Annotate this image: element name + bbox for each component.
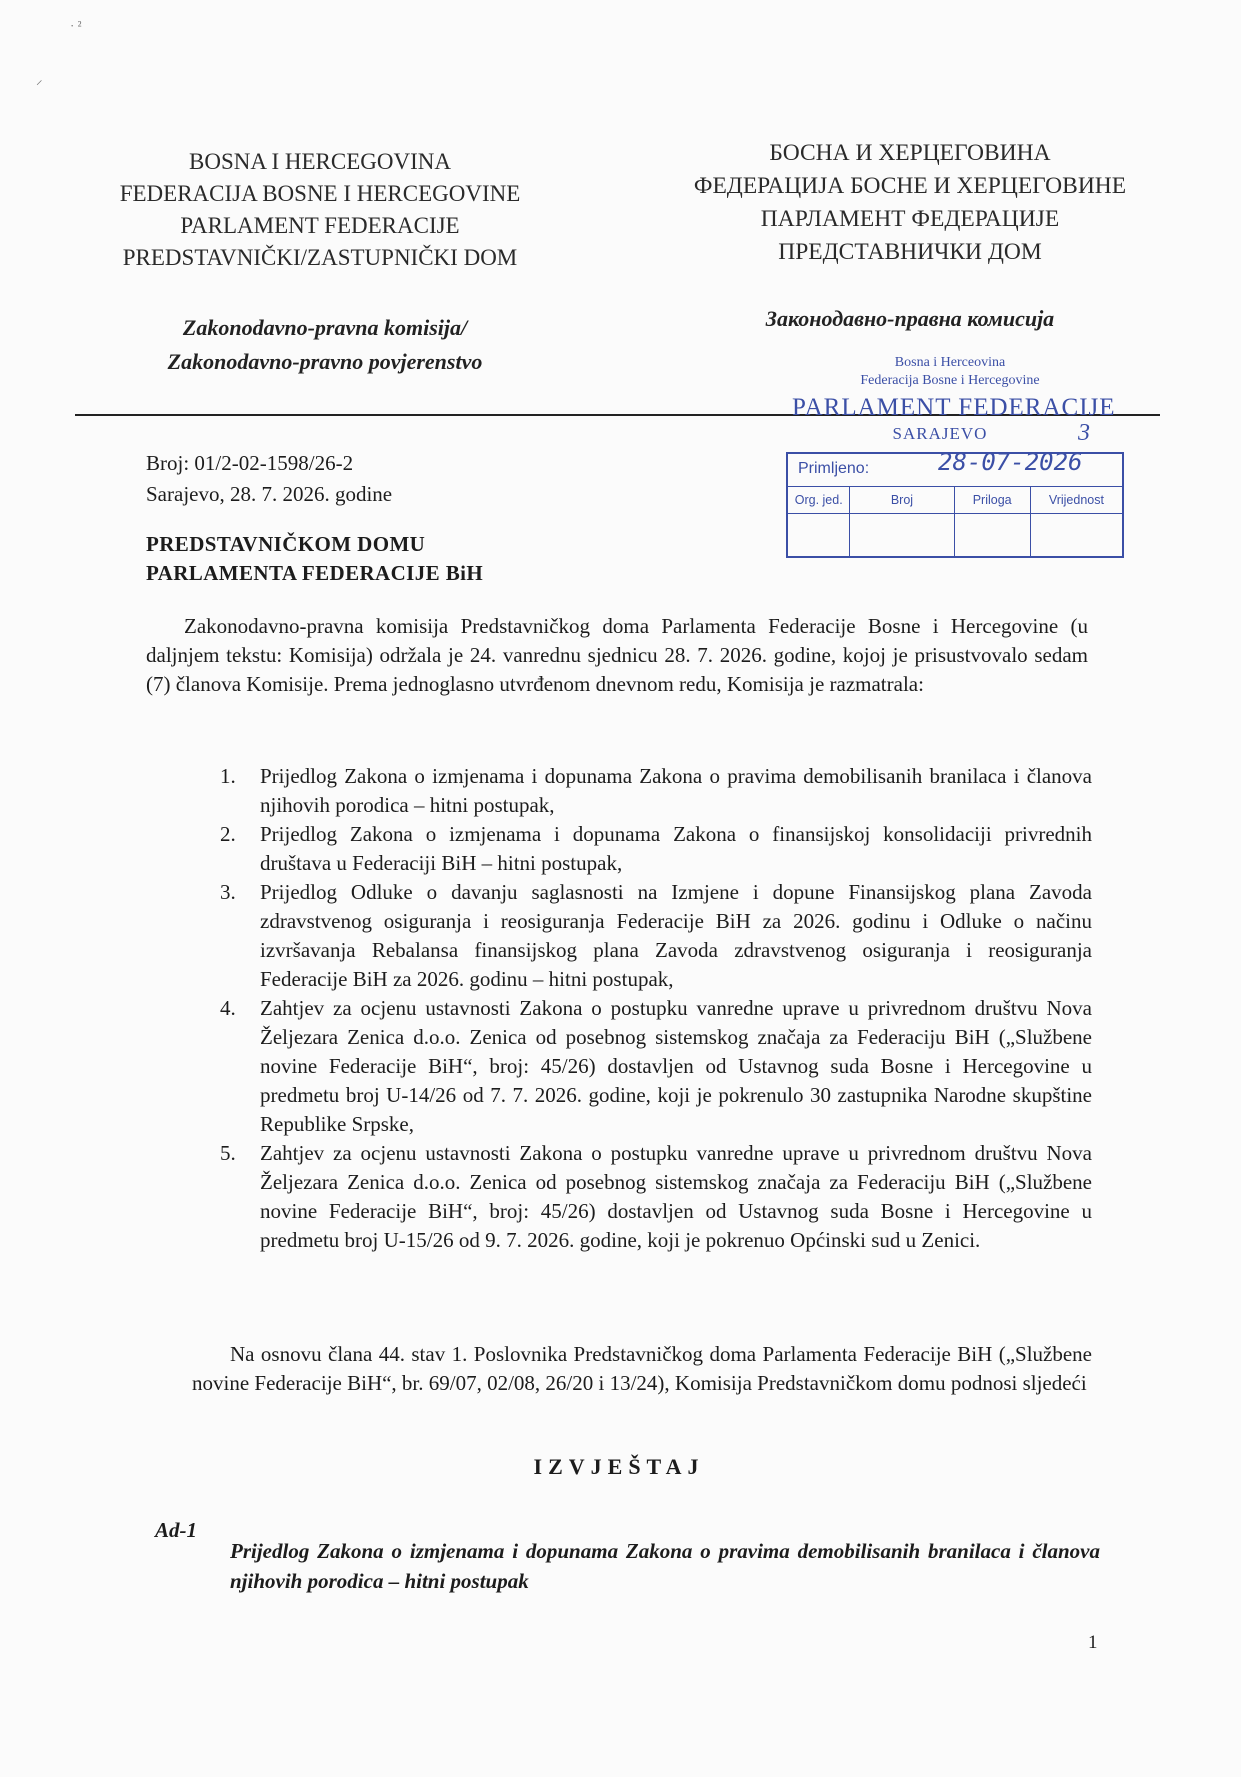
stamp-header — [800, 354, 1100, 390]
addressee-line: PREDSTAVNIČKOM DOMU — [146, 532, 426, 556]
stamp-line: Federacija Bosne i Hercegovine — [860, 373, 1040, 388]
agenda-number: 2. — [220, 822, 236, 846]
legal-basis-paragraph: Na osnovu člana 44. stav 1. Poslovnika Predstavničkog doma Parlamenta Federacije BiH („Službene novine Federacije BiH“, br. 69/07, 02/08, 26/20 i 13/24), Komisija Predstavničkom domu podnosi sljedeći — [192, 1342, 1092, 1395]
reference-number: Broj: 01/2-02-1598/26-2 — [146, 451, 354, 475]
header-line: БОСНА И ХЕРЦЕГОВИНА — [769, 140, 1051, 166]
committee-name-cyrillic: Законодавно-правна комисија — [765, 306, 1055, 331]
header-line: PARLAMENT FEDERACIJE — [180, 213, 460, 238]
header-line: FEDERACIJA BOSNE I HERCEGOVINE — [119, 181, 521, 206]
agenda-number: 1. — [220, 764, 236, 788]
stamp-handwritten-number: 3 — [1078, 420, 1090, 446]
scan-mark: · ² — [70, 18, 82, 33]
agenda-item — [212, 878, 1092, 994]
header-cyrillic — [655, 137, 1165, 269]
received-label: Primljeno: — [798, 460, 870, 477]
stamp-cell — [788, 514, 850, 558]
agenda-item — [212, 1139, 1092, 1255]
agenda-number: 4. — [220, 996, 236, 1020]
agenda-number: 3. — [220, 880, 236, 904]
section-label: Ad-1 — [155, 1518, 197, 1542]
stamp-line: Bosna i Herceovina — [894, 355, 1006, 370]
header-line: ПАРЛАМЕНТ ФЕДЕРАЦИЈЕ — [760, 206, 1060, 232]
page-number: 1 — [1088, 1632, 1098, 1653]
intro-paragraph: Zakonodavno-pravna komisija Predstavničkog doma Parlamenta Federacije Bosne i Hercegovine (u daljnjem tekstu: Komisija) održala je 24. vanrednu sjednicu 28. 7. 2026. godine, kojoj je prisustvovalo sedam (7) članova Komisije. Prema jednoglasno utvrđenom dnevnom redu, Komisija je razmatrala: — [146, 614, 1088, 696]
scan-mark: ⸝ — [36, 72, 43, 87]
header-latin — [80, 146, 560, 274]
stamp-cell — [1031, 514, 1122, 558]
agenda-text: Zahtjev za ocjenu ustavnosti Zakona o postupku vanredne uprave u privrednom društvu Nova Željezara Zenica d.o.o. Zenica od posebnog sistemskog značaja za Federaciju BiH („Službene novine Federacije BiH“, broj: 45/26) dostavljen od Ustavnog suda Bosne i Hercegovine u predmetu broj U-14/26 od 7. 7. 2026. godine, koji je pokrenulo 30 zastupnika Narodne skupštine Republike Srpske, — [260, 996, 1092, 1136]
agenda-item — [212, 762, 1092, 820]
agenda-number: 5. — [220, 1141, 236, 1165]
stamp-cell — [955, 514, 1031, 558]
received-stamp — [786, 448, 1124, 558]
stamp-column-header: Org. jed. — [788, 487, 850, 513]
reference-place-date: Sarajevo, 28. 7. 2026. godine — [146, 482, 393, 506]
section-heading: Prijedlog Zakona o izmjenama i dopunama Zakona o pravima demobilisanih branilaca i članova njihovih porodica – hitni postupak — [230, 1539, 1100, 1593]
committee-line: Zakonodavno-pravno povjerenstvo — [167, 349, 483, 374]
stamp-city: SARAJEVO — [892, 424, 988, 443]
report-title: IZVJEŠTAJ — [533, 1454, 705, 1479]
agenda-text: Zahtjev za ocjenu ustavnosti Zakona o postupku vanredne uprave u privrednom društvu Nova Željezara Zenica d.o.o. Zenica od posebnog sistemskog značaja za Federaciju BiH („Službene novine Federacije BiH“, broj: 45/26) dostavljen od Ustavnog suda Bosne i Hercegovine u predmetu broj U-15/26 od 9. 7. 2026. godine, koji je pokrenuo Općinski sud u Zenici. — [260, 1141, 1092, 1252]
stamp-column-header: Vrijednost — [1048, 493, 1104, 507]
agenda-text: Prijedlog Odluke o davanju saglasnosti na Izmjene i dopune Finansijskog plana Zavoda zdravstvenog osiguranja i reosiguranja Federacije BiH za 2026. godinu i Odluke o načinu izvršavanja Rebalansa finansijskog plana Zavoda zdravstvenog osiguranja i reosiguranja Federacije BiH za 2026. godinu – hitni postupak, — [260, 880, 1092, 991]
committee-name-latin — [100, 311, 550, 379]
header-line: ПРЕДСТАВНИЧКИ ДОМ — [778, 239, 1042, 265]
agenda-text: Prijedlog Zakona o izmjenama i dopunama Zakona o pravima demobilisanih branilaca i članova njihovih porodica – hitni postupak, — [260, 764, 1092, 817]
document-reference — [146, 448, 392, 510]
stamp-institution: PARLAMENT FEDERACIJE — [792, 394, 1116, 421]
agenda-text: Prijedlog Zakona o izmjenama i dopunama Zakona o finansijskoj konsolidaciji privrednih društava u Federaciji BiH – hitni postupak, — [260, 822, 1092, 875]
agenda-item — [212, 994, 1092, 1139]
committee-line: Zakonodavno-pravna komisija/ — [182, 315, 468, 340]
addressee — [146, 530, 483, 588]
header-line: ФЕДЕРАЦИЈА БОСНЕ И ХЕРЦЕГОВИНЕ — [693, 173, 1127, 199]
received-date: 28-07-2026 — [938, 448, 1083, 476]
stamp-column-header: Priloga — [955, 487, 1031, 513]
stamp-column-header: Broj — [850, 487, 954, 513]
stamp-cell — [850, 514, 954, 558]
header-line: PREDSTAVNIČKI/ZASTUPNIČKI DOM — [122, 245, 518, 270]
header-line: BOSNA I HERCEGOVINA — [189, 149, 451, 174]
agenda-item — [212, 820, 1092, 878]
agenda-list — [212, 762, 1092, 1255]
addressee-line: PARLAMENTA FEDERACIJE BiH — [146, 561, 484, 585]
